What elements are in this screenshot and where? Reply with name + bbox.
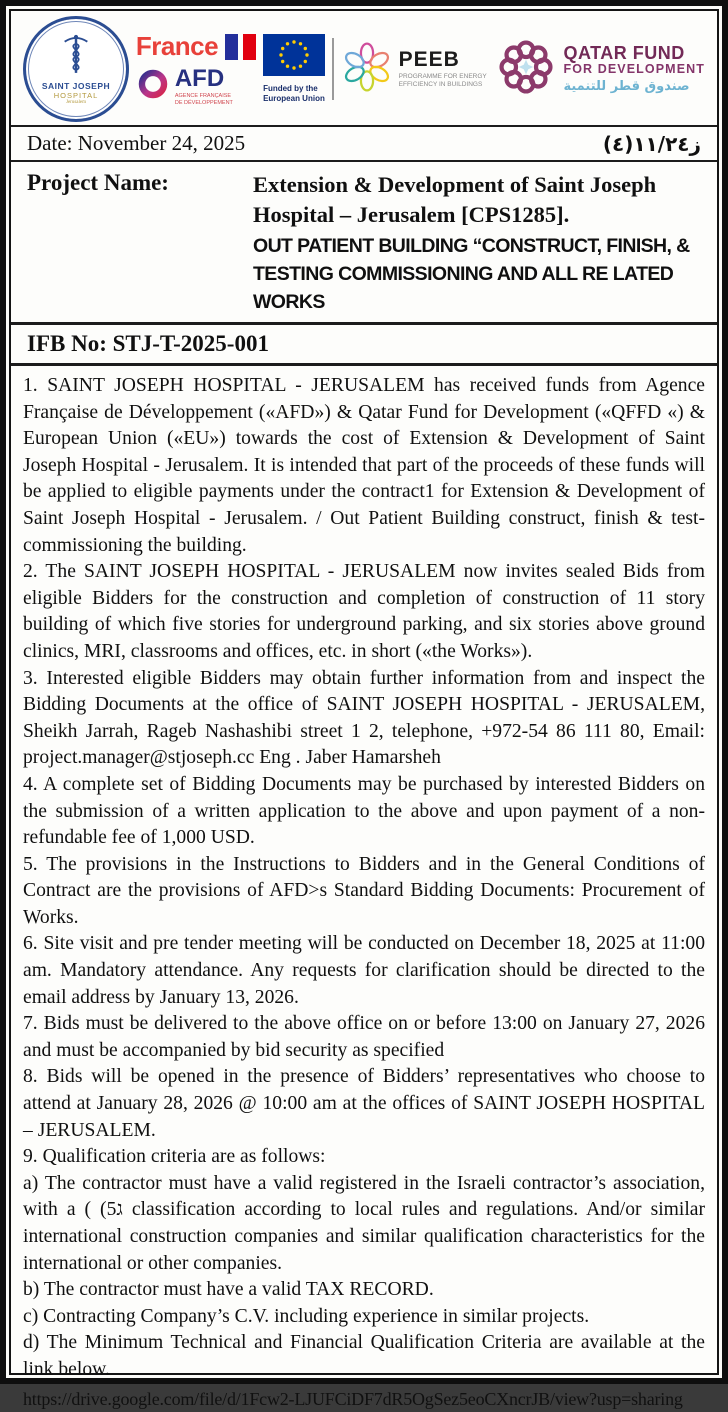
caduceus-icon — [59, 33, 93, 80]
header-separator — [332, 38, 334, 100]
hospital-logo-tiny: Jerusalem — [66, 100, 86, 105]
project-name-label: Project Name: — [27, 170, 169, 195]
notice-body — [11, 366, 717, 1412]
criteria-item-d: d) The Minimum Technical and Financial Qualification Criteria are available at the link below. — [23, 1332, 705, 1380]
hospital-logo-sub: HOSPITAL — [53, 91, 99, 100]
qatar-fund-logo — [497, 38, 705, 101]
criteria-item-c: c) Contracting Company’s C.V. including experience in similar projects. — [23, 1305, 590, 1327]
france-flag-icon — [225, 34, 256, 60]
criteria-item-a: a) The contractor must have a valid registered in the Israeli contractor’s association, with a ( (5ג classification according to local rules and regulations. And/or similar international construction companies and similar qualification characteristics for the international or other companies. — [23, 1172, 705, 1274]
afd-caption-line2: DE DÉVELOPPEMENT — [174, 100, 233, 106]
paragraph-3: 3. Interested eligible Bidders may obtain further information from and inspect the Bidding Documents at the office of SAINT JOSEPH HOSPITAL - JERUSALEM, Sheikh Jarrah, Rageb Nashashibi street 1 2, telephone, +972-54 86 111 80, Email: project.manager@stjoseph.cc Eng . Jaber Hamarsheh — [23, 667, 705, 769]
qatar-fund-arabic: صندوق قطر للتنمية — [563, 79, 690, 95]
eu-funded-logo — [263, 34, 325, 104]
qatar-fund-line1: QATAR FUND — [563, 42, 685, 63]
project-subtitle: OUT PATIENT BUILDING “CONSTRUCT, FINISH, & TESTING COMMISSIONING AND ALL RE LATED WORKS — [253, 235, 690, 313]
qatar-fund-line2: FOR DEVELOPMENT — [563, 62, 705, 77]
saint-joseph-hospital-logo — [23, 16, 129, 122]
paragraph-4: 4. A complete set of Bidding Documents may be purchased by interested Bidders on the submission of a written application to the above and upon payment of a non-refundable fee of 1,000 USD. — [23, 773, 705, 849]
paragraph-9: 9. Qualification criteria are as follows: — [23, 1146, 326, 1168]
paragraph-5: 5. The provisions in the Instructions to Bidders and in the General Conditions of Contract are the provisions of AFD>s Standard Bidding Documents: Procurement of Works. — [23, 853, 705, 928]
afd-caption-line1: AGENCE FRANÇAISE — [174, 93, 232, 100]
date-text: Date: November 24, 2025 — [27, 131, 246, 155]
paragraph-1: 1. SAINT JOSEPH HOSPITAL - JERUSALEM has received funds from Agence Française de Développement («AFD») & Qatar Fund for Development («QFFD «) & European Union («EU») towards the cost of Extension & Development of Saint Joseph Hospital - Jerusalem. It is intended that part of the proceeds of these funds will be applied to eligible payments under the contract1 for Extension & Development of Saint Joseph Hospital - Jerusalem. / Out Patient Building construct, finish & test-commissioning the building. — [23, 375, 705, 556]
france-afd-logo — [136, 31, 256, 106]
afd-ring-icon — [136, 67, 170, 106]
france-wordmark: France — [135, 31, 219, 62]
criteria-item-b: b) The contractor must have a valid TAX RECORD. — [23, 1279, 434, 1301]
drive-link[interactable]: https://drive.google.com/file/d/1Fcw2-LJUFCiDF7dR5OgSez5eoCXncrJB/view?usp=sharing — [23, 1388, 683, 1409]
eu-caption-line1: Funded by the — [263, 84, 318, 93]
eu-caption-line2: European Union — [263, 94, 325, 103]
peeb-wordmark: PEEB — [398, 47, 460, 71]
paragraph-7: 7. Bids must be delivered to the above office on or before 13:00 on January 27, 2026 and must be accompanied by bid security as specified — [23, 1013, 705, 1061]
project-title: Extension & Development of Saint Joseph Hospital – Jerusalem [CPS1285]. — [253, 172, 657, 227]
hospital-logo-name: SAINT JOSEPH — [41, 81, 111, 91]
afd-wordmark: AFD — [174, 65, 225, 93]
peeb-flower-icon — [341, 41, 393, 98]
paragraph-6: 6. Site visit and pre tender meeting will be conducted on December 18, 2025 at 11:00 am. Mandatory attendance. Any requests for clarification should be directed to the email address by January 13, 2026. — [23, 933, 705, 1008]
ifb-number: IFB No: STJ-T-2025-001 — [11, 325, 717, 366]
notice-frame — [9, 9, 719, 1409]
date-row — [11, 127, 717, 162]
eu-flag-icon — [263, 34, 325, 81]
paragraph-8: 8. Bids will be opened in the presence of Bidders’ representatives who choose to attend at January 28, 2026 @ 10:00 am at the offices of SAINT JOSEPH HOSPITAL – JERUSALEM. — [23, 1066, 705, 1141]
project-name-row — [11, 162, 717, 325]
paragraph-2: 2. The SAINT JOSEPH HOSPITAL - JERUSALEM now invites sealed Bids from eligible Bidders for the construction and completion of construction of 11 story building of which five stories for underground parking, and six stories above ground clinics, MRI, classrooms and offices, etc. in short («the Works»). — [23, 561, 705, 662]
peeb-logo — [341, 41, 491, 98]
peeb-caption: PROGRAMME FOR ENERGY EFFICIENCY IN BUILDINGS — [398, 72, 487, 88]
qatar-flower-icon — [497, 38, 555, 101]
logos-header — [11, 11, 717, 127]
reference-number: (٤)١١/٢٤ز — [602, 131, 701, 156]
